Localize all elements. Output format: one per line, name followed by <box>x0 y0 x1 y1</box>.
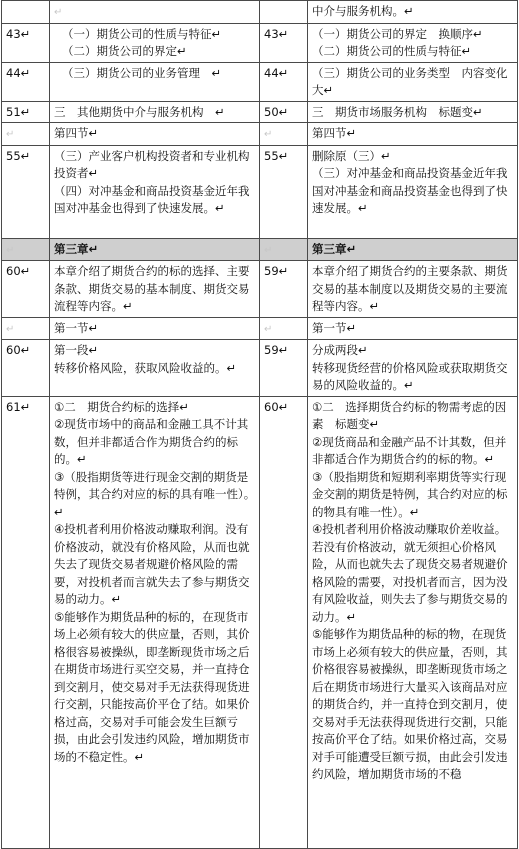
right-page-cell: 44↵ <box>260 62 308 101</box>
right-text-cell: 三 期货市场服务机构 标题变↵ <box>308 101 518 123</box>
right-page-cell: 55↵ <box>260 145 308 238</box>
right-page-cell: 59↵ <box>260 340 308 397</box>
table-row <box>2 123 518 146</box>
table-row <box>2 62 518 101</box>
right-page-cell: 60↵ <box>260 396 308 848</box>
left-page-cell: ↵ <box>2 317 50 340</box>
left-chapter-cell: 第三章↵ <box>50 238 260 261</box>
left-page-cell <box>2 1 50 24</box>
right-page-cell: 43↵ <box>260 23 308 62</box>
left-text-cell: （三）期货公司的业务管理 ↵ <box>50 62 260 101</box>
left-section-cell: 第四节↵ <box>50 123 260 146</box>
table-row <box>2 101 518 123</box>
left-text-cell: ①二 期货合约标的选择↵ ②现货市场中的商品和金融工具不计其数，但并非都适合作为期货合约的标的。↵ ③（股指期货等进行现金交割的期货是特例，其合约对应的标的具有唯一性）。↵ ④投机者利用价格波动赚取利润。没有价格波动，就没有价格风险，从而也就失去了现货交易者规避价格风险的需要，对投机者而言就失去了参与期货交易的动力。↵ ⑤能够作为期货品种的标的，在现货市场上必须有较大的供应量，否则，其价格很容易被操纵，即垄断现货市场之后在期货市场进行买空交易，并一直持仓到交割月，使交易对手无法获得现货进行交割，只能按高价平仓了结。如果价格过高，交易对手可能会发生巨额亏损，由此会引发违约风险，增加期货市场的不稳定性。↵ <box>50 396 260 848</box>
left-page-cell: 43↵ <box>2 23 50 62</box>
right-chapter-cell: 第三章↵ <box>308 238 518 261</box>
table-row <box>2 340 518 397</box>
table-row <box>2 261 518 318</box>
right-page-cell: ↵ <box>260 123 308 146</box>
left-page-cell: 61↵ <box>2 396 50 848</box>
table-row <box>2 396 518 848</box>
table-row <box>2 145 518 238</box>
left-page-cell: 55↵ <box>2 145 50 238</box>
comparison-table <box>1 0 518 849</box>
left-text-cell: 本章介绍了期货合约的标的选择、主要条款、期货交易的基本制度、期货交易流程等内容。↵ <box>50 261 260 318</box>
right-page-cell: 59↵ <box>260 261 308 318</box>
left-page-cell: ↵ <box>2 123 50 146</box>
right-text-cell: 分成两段↵ 转移现货经营的价格风险或获取期货交易的风险收益的。↵ <box>308 340 518 397</box>
right-text-cell: 删除原（三）↵ （三）对冲基金和商品投资基金近年我国对冲基金和商品投资基金也得到了快速发展。↵ <box>308 145 518 238</box>
right-text-cell: 中介与服务机构。↵ <box>308 1 518 24</box>
left-page-cell: 44↵ <box>2 62 50 101</box>
right-page-cell <box>260 1 308 24</box>
right-text-cell: 本章介绍了期货合约的主要条款、期货交易的基本制度以及期货交易的主要流程等内容。↵ <box>308 261 518 318</box>
left-text-cell: ↵ <box>50 1 260 24</box>
left-page-cell: 60↵ <box>2 261 50 318</box>
left-page-cell: 51↵ <box>2 101 50 123</box>
left-page-cell: 60↵ <box>2 340 50 397</box>
left-text-cell: 第一段↵ 转移价格风险，获取风险收益的。↵ <box>50 340 260 397</box>
table-row <box>2 317 518 340</box>
right-text-cell: ①二 选择期货合约标的物需考虑的因素 标题变↵ ②现货商品和金融产品不计其数，但并非都适合作为期货合约的标的物。↵ ③（股指期货和短期利率期货等实行现金交割的期货是特例，其合约对应的标的物具有唯一性）。↵ ④投机者利用价格波动赚取价差收益。若没有价格波动，就无须担心价格风险，从而也就失去了现货交易者规避价格风险的需要，对投机者而言，因为没有风险收益，则失去了参与期货交易的动力。↵ ⑤能够作为期货品种的标的物，在现货市场上必须有较大的供应量，否则，其价格很容易被操纵，即垄断现货市场之后在期货市场进行大量买入该商品对应的期货合约，并一直持仓到交割月，使交易对手无法获得现货进行交割，只能按高价平仓了结。如果价格过高，交易对手可能遭受巨额亏损，由此会引发违约风险，增加期货市场的不稳 <box>308 396 518 848</box>
left-text-cell: （三）产业客户机构投资者和专业机构投资者↵ （四）对冲基金和商品投资基金近年我国对冲基金也得到了快速发展。↵ <box>50 145 260 238</box>
table-row <box>2 238 518 261</box>
table-row <box>2 1 518 24</box>
right-text-cell: （一）期货公司的界定 换顺序↵ （二）期货公司的性质与特征↵ <box>308 23 518 62</box>
right-section-cell: 第一节↵ <box>308 317 518 340</box>
right-section-cell: 第四节↵ <box>308 123 518 146</box>
left-section-cell: 第一节↵ <box>50 317 260 340</box>
left-text-cell: （一）期货公司的性质与特征↵ （二）期货公司的界定↵ <box>50 23 260 62</box>
right-page-cell: ↵ <box>260 238 308 261</box>
right-page-cell: ↵ <box>260 317 308 340</box>
left-text-cell: 三 其他期货中介与服务机构 ↵ <box>50 101 260 123</box>
table-row <box>2 23 518 62</box>
right-page-cell: 50↵ <box>260 101 308 123</box>
right-text-cell: （三）期货公司的业务类型 内容变化大↵ <box>308 62 518 101</box>
left-page-cell: ↵ <box>2 238 50 261</box>
